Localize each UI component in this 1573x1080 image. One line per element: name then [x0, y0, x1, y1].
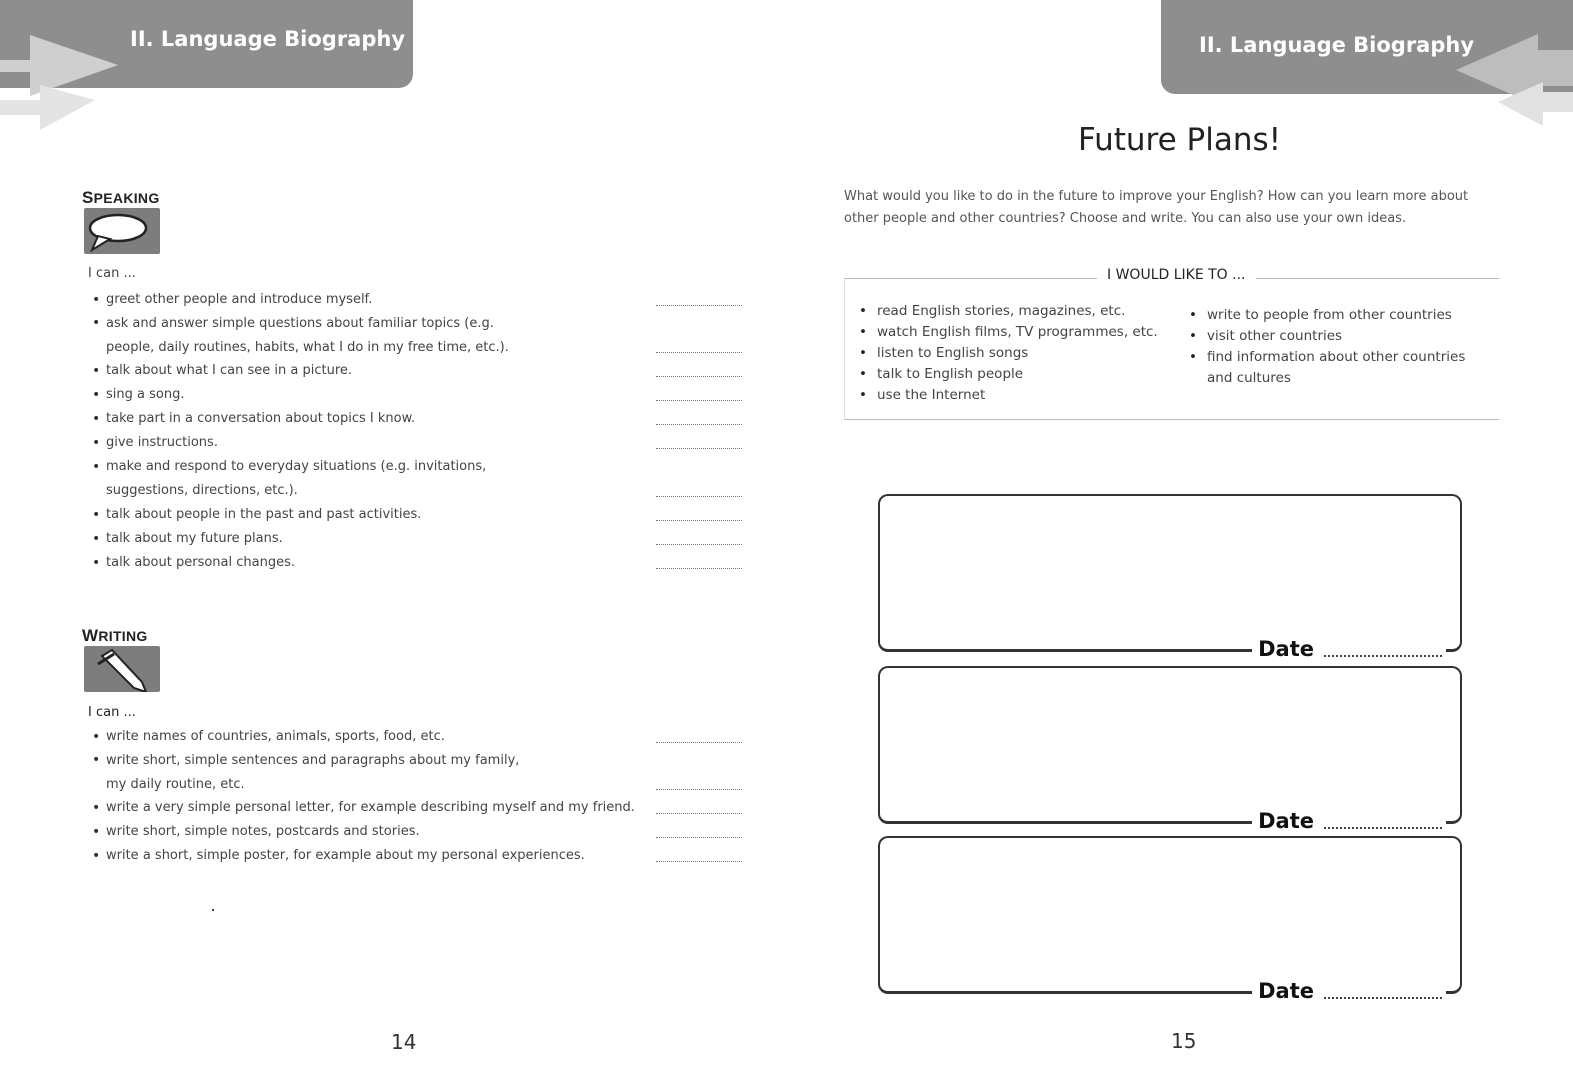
- left-page: [0, 0, 786, 1080]
- dotted-line: [656, 543, 742, 545]
- list-item: • ask and answer simple questions about familiar topics (e.g. people, daily routines, habits, what I do in my free time, etc.).: [92, 312, 742, 359]
- date-field: [1252, 979, 1446, 1003]
- ideas-heading: I WOULD LIKE TO ...: [1097, 267, 1256, 283]
- list-item: • write names of countries, animals, sports, food, etc.: [92, 725, 742, 749]
- list-item: • talk about people in the past and past activities.: [92, 503, 742, 527]
- list-item: • write short, simple sentences and paragraphs about my family, my daily routine, etc.: [92, 749, 742, 796]
- page-number-left: 14: [391, 1030, 417, 1054]
- date-line[interactable]: [1324, 813, 1442, 829]
- list-item: • take part in a conversation about topics I know.: [92, 407, 742, 431]
- speaking-label: SPEAKING: [82, 188, 160, 207]
- pencil-icon: [84, 646, 160, 692]
- instructions-text: What would you like to do in the future to improve your English? How can you learn more about other people and other countries? Choose and write. You can also use your own ideas.: [844, 189, 1469, 226]
- date-line[interactable]: [1324, 983, 1442, 999]
- right-page: [786, 0, 1573, 1080]
- list-item: • use the Internet: [857, 385, 1187, 406]
- list-item: • write a short, simple poster, for example about my personal experiences.: [92, 844, 742, 868]
- list-item: • greet other people and introduce myself.: [92, 288, 742, 312]
- date-field: [1252, 809, 1446, 833]
- dotted-line: [656, 519, 742, 521]
- list-item: • read English stories, magazines, etc.: [857, 301, 1187, 322]
- dotted-line: [656, 860, 742, 862]
- list-item: • give instructions.: [92, 431, 742, 455]
- list-item: • talk about my future plans.: [92, 527, 742, 551]
- dotted-line: [656, 375, 742, 377]
- dotted-line: [656, 567, 742, 569]
- writing-label: WRITING: [82, 626, 148, 645]
- arrow-decoration-left-icon: [0, 30, 125, 140]
- dotted-line: [656, 399, 742, 401]
- list-item: • write a very simple personal letter, for example describing myself and my friend.: [92, 796, 742, 820]
- list-item: • make and respond to everyday situations (e.g. invitations, suggestions, directions, etc.).: [92, 455, 742, 503]
- page-title: Future Plans!: [1077, 122, 1282, 158]
- header-title-right: II. Language Biography: [1199, 33, 1475, 57]
- date-label: Date: [1258, 979, 1314, 1003]
- list-item: • talk to English people: [857, 364, 1187, 385]
- list-item: • sing a song.: [92, 383, 742, 407]
- date-label: Date: [1258, 637, 1314, 661]
- writing-box-1[interactable]: [878, 494, 1462, 661]
- date-line[interactable]: [1324, 641, 1442, 657]
- list-item: • talk about what I can see in a picture.: [92, 359, 742, 383]
- ideas-list-1: [857, 301, 1187, 406]
- writing-box-3[interactable]: [878, 836, 1462, 1003]
- dotted-line: [656, 447, 742, 449]
- list-item: • write to people from other countries: [1187, 305, 1487, 326]
- speaking-list: [92, 288, 742, 575]
- dotted-line: [656, 836, 742, 838]
- list-item: • write short, simple notes, postcards and stories.: [92, 820, 742, 844]
- speech-bubble-icon: [84, 208, 160, 254]
- list-item: • visit other countries: [1187, 326, 1487, 347]
- dotted-line: [656, 812, 742, 814]
- page-number-right: 15: [1171, 1029, 1197, 1053]
- writing-intro: I can ...: [88, 705, 136, 720]
- writing-list: [92, 725, 742, 868]
- speaking-icon: [80, 188, 162, 256]
- dotted-line: [656, 304, 742, 306]
- writing-icon: [80, 626, 162, 694]
- dotted-line: [656, 351, 742, 353]
- date-field: [1252, 637, 1446, 661]
- print-speck: [212, 909, 214, 911]
- list-item: • listen to English songs: [857, 343, 1187, 364]
- dotted-line: [656, 423, 742, 425]
- speaking-intro: I can ...: [88, 266, 136, 281]
- list-item: • find information about other countries and cultures: [1187, 347, 1487, 389]
- list-item: • talk about personal changes.: [92, 551, 742, 575]
- dotted-line: [656, 741, 742, 743]
- writing-box-2[interactable]: [878, 666, 1462, 833]
- list-item: • watch English films, TV programmes, etc.: [857, 322, 1187, 343]
- arrow-decoration-right-icon: [1448, 30, 1573, 130]
- dotted-line: [656, 495, 742, 497]
- ideas-box: [844, 267, 1499, 420]
- dotted-line: [656, 788, 742, 790]
- ideas-list-2: [1187, 305, 1487, 389]
- header-title-left: II. Language Biography: [130, 27, 406, 51]
- date-label: Date: [1258, 809, 1314, 833]
